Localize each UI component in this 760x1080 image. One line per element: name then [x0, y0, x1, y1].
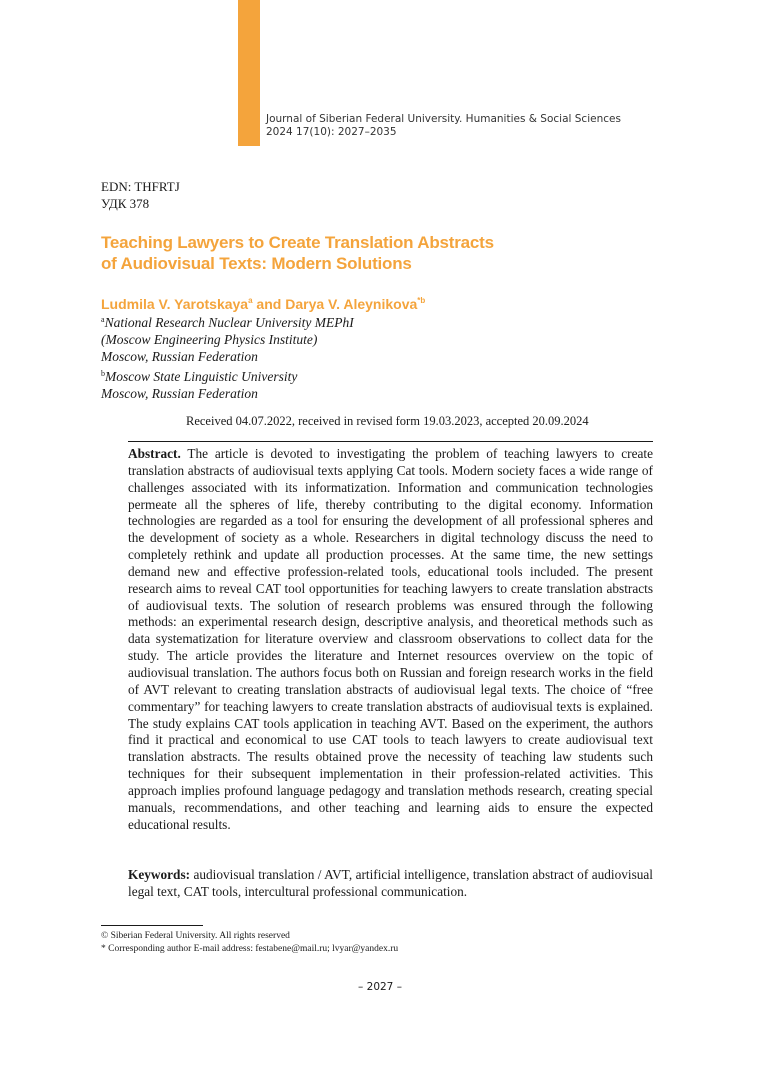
- journal-accent-bar: [238, 0, 260, 146]
- author-list: [101, 292, 425, 313]
- keywords-label: Keywords:: [128, 867, 191, 882]
- author-conjunction: and: [252, 296, 286, 312]
- journal-name: Journal of Siberian Federal University. Humanities & Social Sciences: [266, 113, 621, 125]
- affiliations: [101, 311, 354, 402]
- title-line-2: of Audiovisual Texts: Modern Solutions: [101, 254, 412, 273]
- received-dates: Received 04.07.2022, received in revised form 19.03.2023, accepted 20.09.2024: [186, 414, 589, 428]
- corresponding-author-note: * Corresponding author E-mail address: festabene@mail.ru; lvyar@yandex.ru: [101, 944, 399, 954]
- journal-header: [266, 113, 621, 139]
- article-title: [101, 232, 494, 274]
- abstract-label: Abstract.: [128, 446, 181, 461]
- affiliation-a-line-3: Moscow, Russian Federation: [101, 349, 258, 364]
- affiliation-a-name: National Research Nuclear University MEPhI: [104, 315, 354, 330]
- abstract-text: The article is devoted to investigating the problem of teaching lawyers to create translation abstracts of audiovisual texts applying Cat tools. Modern society faces a wide range of challenges associated with its informatization. Information and communication technologies permeate all the spheres of life, thereby contributing to the digital economy. Information technologies are regarded as a tool for ensuring the development of all professional spheres and the development of society as a whole. Researchers in digital technology discuss the need to completely rethink and update all production processes. At the same time, the new settings demand new and effective profession-related tools, educational tools included. The present research aims to reveal CAT tool opportunities for teaching lawyers to create translation abstracts of audiovisual texts. The solution of research problems was ensured through the following methods: an experimental research design, descriptive analysis, and theoretical methods such as data systematization for literature overview and classroom observations to collect data for the study. The article provides the literature and Internet resources overview on the topic of audiovisual translation. The authors focus both on Russian and foreign research works in the field of AVT relevant to creating translation abstracts of audiovisual legal texts. The choice of “free commentary” for teaching lawyers to create translation abstracts of audiovisual texts is explained. The study explains CAT tools application in teaching AVT. Based on the experiment, the authors find it practical and economical to use CAT tools to teach lawyers to create audiovisual text translation abstracts. The results obtained prove the necessity of teaching law students such techniques for their subsequent implementation in their profession-related activities. This approach implies profound language pedagogy and translation methods research, creating special manuals, recommendations, and other teaching and learning aids to ensure the expected educational results.: [128, 446, 653, 832]
- article-identifiers: [101, 178, 180, 212]
- affiliation-a-mark: a: [101, 315, 105, 324]
- affiliation-b-line-1: [101, 365, 354, 385]
- affiliation-b-name: Moscow State Linguistic University: [105, 369, 298, 384]
- journal-issue: 2024 17(10): 2027–2035: [266, 126, 397, 138]
- author-1: Ludmila V. Yarotskaya: [101, 296, 249, 312]
- edn-code: EDN: THFRTJ: [101, 179, 180, 194]
- keywords-text: audiovisual translation / AVT, artificial intelligence, translation abstract of audiovisual legal text, CAT tools, intercultural professional communication.: [128, 867, 653, 899]
- udk-code: УДК 378: [101, 196, 150, 211]
- affiliation-a-line-2: (Moscow Engineering Physics Institute): [101, 332, 318, 347]
- affiliation-b-mark: b: [101, 369, 105, 378]
- author-2-affiliation-mark: *b: [417, 296, 426, 305]
- affiliation-b-line-2: Moscow, Russian Federation: [101, 386, 258, 401]
- footnotes: [101, 930, 398, 956]
- keywords: [128, 866, 653, 900]
- copyright-note: © Siberian Federal University. All rights reserved: [101, 931, 290, 941]
- author-1-affiliation-mark: a: [248, 296, 253, 305]
- abstract-divider: [128, 441, 653, 442]
- affiliation-a-line-1: [101, 311, 354, 331]
- title-line-1: Teaching Lawyers to Create Translation Abstracts: [101, 233, 494, 252]
- abstract: [128, 446, 653, 833]
- page-number: – 2027 –: [358, 981, 402, 993]
- footnote-divider: [101, 925, 203, 926]
- author-2: Darya V. Aleynikova: [285, 296, 418, 312]
